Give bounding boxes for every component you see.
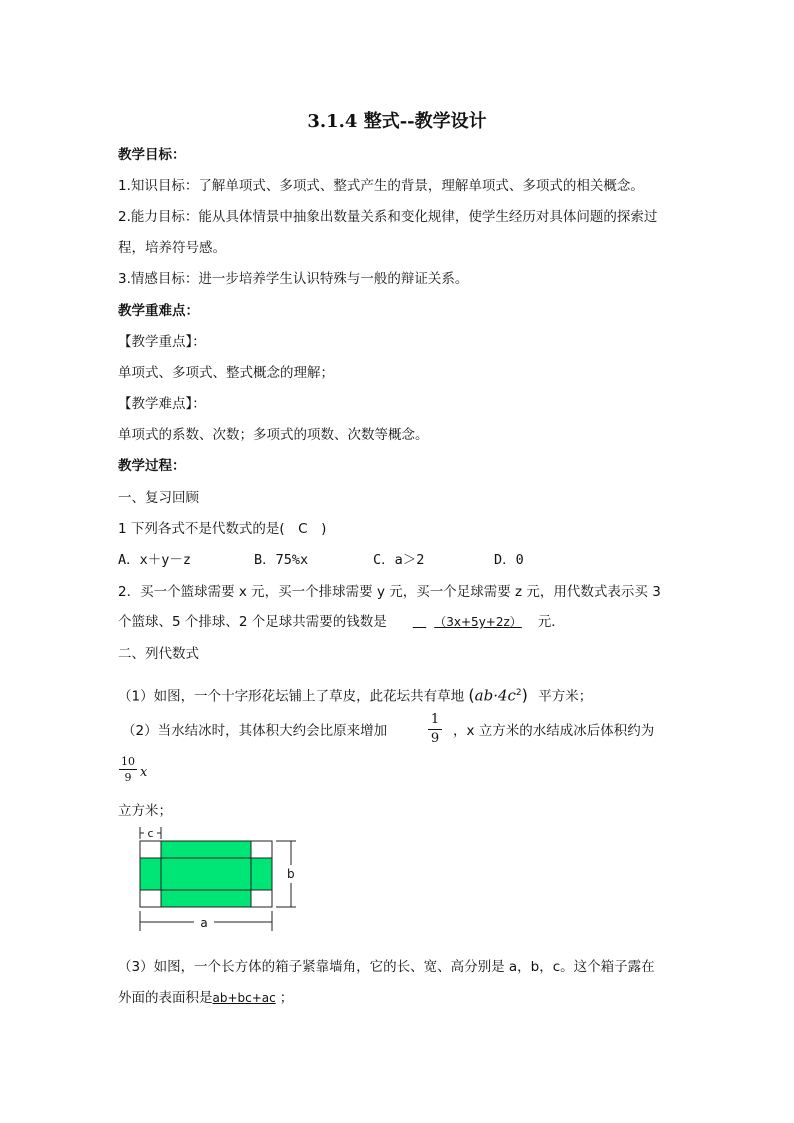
keypoints-heading: 教学重难点： [118,303,199,319]
expression-heading: 二、列代数式 [118,646,199,662]
dimension-label-c: c [147,827,154,840]
answer-numerator: 10 [121,755,135,768]
process-heading: 教学过程： [118,458,186,474]
goal-item-1: 1.知识目标：了解单项式、多项式、整式产生的背景，理解单项式、多项式的相关概念。 [118,178,644,194]
expr-exponent: 2 [515,688,522,698]
focus-text: 单项式、多项式、整式概念的理解； [118,365,334,381]
question-1: 1 下列各式不是代数式的是( C ) [118,521,327,537]
problem-3-line2 [118,989,293,1007]
review-heading: 一、复习回顾 [118,490,199,506]
difficulty-label: 【教学难点】： [118,396,206,412]
answer-denominator: 9 [124,771,132,784]
problem-3-suffix: ； [279,990,294,1006]
corner-square-bottom-right [251,890,272,907]
problem-1-suffix: 平方米； [538,688,593,705]
question-2-suffix: 元． [537,614,565,630]
goals-heading: 教学目标： [118,147,186,163]
option-a: A．x＋y－z [118,552,192,568]
cross-garden-figure [130,825,305,937]
fraction-denominator: 9 [430,731,440,746]
focus-label: 【教学重点】： [118,334,206,350]
fraction-ten-ninths [119,755,137,784]
goal-item-2-line1: 2.能力目标：能从具体情景中抽象出数量关系和变化规律，使学生经历对具体问题的探索过 [118,209,658,225]
expr-4c: 4c [497,686,516,705]
answer-blank-lead [413,614,427,630]
problem-1-prefix: （1）如图，一个十字形花坛铺上了草皮，此花坛共有草地 [118,688,465,705]
answer-3x5y2z: （3x+5y+2z） [434,615,522,629]
fraction-numerator: 1 [430,712,440,727]
problem-3-line1: （3）如图，一个长方体的箱子紧靠墙角，它的长、宽、高分别是 a，b，c。这个箱子露在 [118,959,655,975]
dimension-label-b: b [287,867,295,881]
goal-item-2-line2: 程，培养符号感。 [118,240,226,256]
option-d: D．0 [494,552,524,568]
question-2-line2 [118,613,565,631]
fraction-one-ninth [428,712,442,747]
problem-2-unit: 立方米； [118,803,172,819]
dimension-label-a: a [200,916,208,930]
difficulty-text: 单项式的系数、次数；多项式的项数、次数等概念。 [118,427,429,443]
question-2-prefix: 个篮球、5 个排球、2 个足球共需要的钱数是 [118,614,387,630]
answer-variable-x: x [140,765,148,780]
goal-item-3: 3.情感目标：进一步培养学生认识特殊与一般的辩证关系。 [118,271,469,287]
question-2-line1: 2．买一个篮球需要 x 元，买一个排球需要 y 元，买一个足球需要 z 元，用代数式表示买 3 [118,584,661,600]
problem-3-prefix: 外面的表面积是 [118,990,213,1006]
option-b: B．75%x [254,552,309,568]
corner-square-bottom-left [140,890,161,907]
expr-ab: ab [474,686,494,705]
corner-square-top-right [251,841,272,858]
problem-2-prefix: （2）当水结冰时，其体积大约会比原来增加 [122,723,388,739]
option-c: C．a＞2 [373,552,425,568]
problem-2-suffix: ，x 立方米的水结成冰后体积约为 [453,723,655,739]
page-title: 3.1.4 整式--教学设计 [307,111,487,132]
problem-1: （1）如图，一个十字形花坛铺上了草皮，此花坛共有草地 $(ab\cdot 4c^2)$ 平方米； [118,685,593,705]
surface-area-answer: ab+bc+ac [212,991,276,1005]
expr-dot: · [493,686,498,705]
corner-square-top-left [140,841,161,858]
